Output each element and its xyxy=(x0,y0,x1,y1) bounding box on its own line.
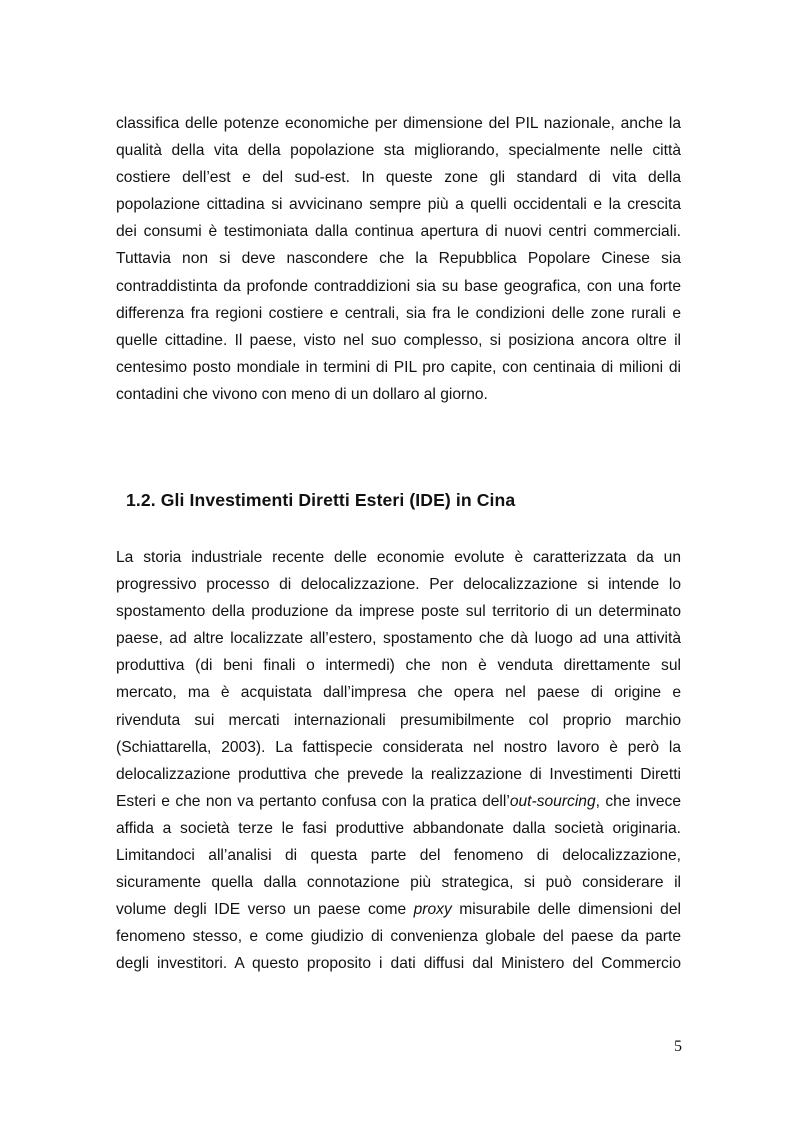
text-line: contadini che vivono con meno di un dollaro al giorno. xyxy=(116,385,488,403)
text-line: rivenduta sui mercati internazionali presumibilmente col proprio marchio xyxy=(116,711,681,729)
text-line: popolazione cittadina si avvicinano sempre più a quelli occidentali e la crescita xyxy=(116,196,681,214)
italic-term-proxy: proxy xyxy=(413,901,452,919)
text-line: delocalizzazione produttiva che prevede la realizzazione di Investimenti Diretti xyxy=(116,765,681,783)
text-fragment: misurabile delle dimensioni del xyxy=(451,901,681,919)
text-line: produttiva (di beni finali o intermedi) che non è venduta direttamente sul xyxy=(116,657,681,675)
text-line: progressivo processo di delocalizzazione. Per delocalizzazione si intende lo xyxy=(116,576,681,594)
text-line-with-italic xyxy=(116,788,681,815)
text-line: sicuramente quella dalla connotazione più strategica, si può considerare il xyxy=(116,874,681,892)
text-line: dei consumi è testimoniata dalla continua apertura di nuovi centri commerciali. xyxy=(116,223,681,241)
text-fragment: Esteri e che non va pertanto confusa con la pratica dell’ xyxy=(116,792,510,810)
text-line: paese, ad altre localizzate all’estero, spostamento che dà luogo ad una attività xyxy=(116,630,681,648)
text-line: qualità della vita della popolazione sta migliorando, specialmente nelle città xyxy=(116,142,681,160)
text-line: degli investitori. A questo proposito i dati diffusi dal Ministero del Commercio xyxy=(116,955,681,973)
text-line: mercato, ma è acquistata dall’impresa che opera nel paese di origine e xyxy=(116,684,681,702)
text-line: costiere dell’est e del sud-est. In queste zone gli standard di vita della xyxy=(116,169,681,187)
paragraph-2 xyxy=(116,544,681,978)
text-line: Tuttavia non si deve nascondere che la Repubblica Popolare Cinese sia xyxy=(116,250,681,268)
text-line: contraddistinta da profonde contraddizioni sia su base geografica, con una forte xyxy=(116,277,681,295)
text-fragment: , che invece xyxy=(595,792,681,810)
text-line: affida a società terze le fasi produttive abbandonate dalla società originaria. xyxy=(116,819,681,837)
text-line: quelle cittadine. Il paese, visto nel suo complesso, si posiziona ancora oltre il xyxy=(116,331,681,349)
text-line: spostamento della produzione da imprese poste sul territorio di un determinato xyxy=(116,603,681,621)
section-heading: 1.2. Gli Investimenti Diretti Esteri (IDE) in Cina xyxy=(126,490,516,510)
italic-term-out-sourcing: out-sourcing xyxy=(509,792,596,810)
text-line-with-italic xyxy=(116,896,681,923)
text-fragment: volume degli IDE verso un paese come xyxy=(116,901,414,919)
text-line: Limitandoci all’analisi di questa parte del fenomeno di delocalizzazione, xyxy=(116,847,681,865)
text-line: La storia industriale recente delle economie evolute è caratterizzata da un xyxy=(116,549,681,566)
text-line: centesimo posto mondiale in termini di PIL pro capite, con centinaia di milioni di xyxy=(116,358,681,376)
text-line: differenza fra regioni costiere e centrali, sia fra le condizioni delle zone rurali e xyxy=(116,304,681,322)
text-line: (Schiattarella, 2003). La fattispecie considerata nel nostro lavoro è però la xyxy=(116,738,681,756)
text-line: fenomeno stesso, e come giudizio di convenienza globale del paese da parte xyxy=(116,928,681,946)
page-number: 5 xyxy=(674,1038,682,1055)
paragraph-1 xyxy=(116,110,681,408)
text-line: classifica delle potenze economiche per dimensione del PIL nazionale, anche la xyxy=(116,115,681,132)
